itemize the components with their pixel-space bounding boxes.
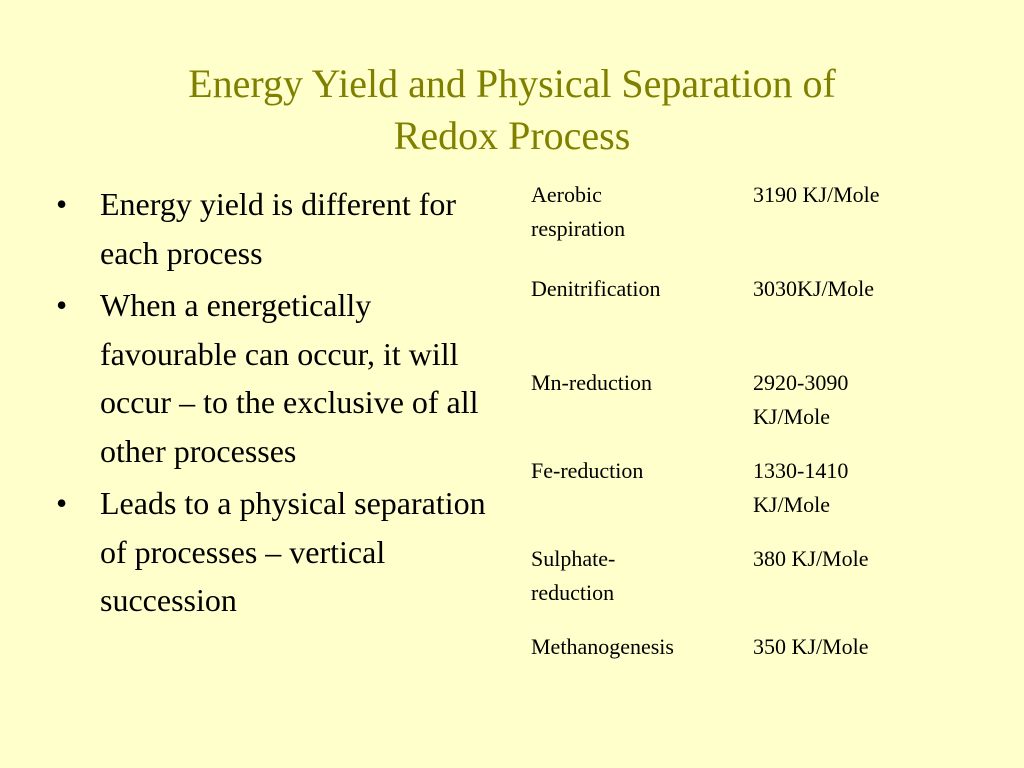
bullet-icon: • xyxy=(56,186,68,222)
value-line-1: 3030KJ/Mole xyxy=(753,276,874,301)
process-cell xyxy=(531,366,741,400)
process-line-1: Fe-reduction xyxy=(531,458,644,483)
process-line-2: reduction xyxy=(531,580,615,605)
slide-title-line-2: Redox Process xyxy=(393,113,631,158)
bullet-item xyxy=(56,281,506,475)
bullet-icon: • xyxy=(56,287,68,323)
process-cell xyxy=(531,454,741,488)
energy-value-cell xyxy=(753,272,953,306)
value-line-1: 3190 KJ/Mole xyxy=(753,182,880,207)
bullet-text: When a energetically favourable can occur, it will occur – to the exclusive of all other processes xyxy=(100,287,479,469)
value-line-1: 1330-1410 xyxy=(753,458,849,483)
bullet-list xyxy=(56,180,506,629)
process-cell xyxy=(531,178,741,246)
process-line-1: Aerobic xyxy=(531,182,602,207)
slide-title xyxy=(100,58,924,162)
bullet-item xyxy=(56,180,506,277)
process-line-1: Sulphate- xyxy=(531,546,616,571)
bullet-item xyxy=(56,479,506,625)
value-line-1: 380 KJ/Mole xyxy=(753,546,869,571)
process-line-1: Mn-reduction xyxy=(531,370,652,395)
process-line-1: Denitrification xyxy=(531,276,661,301)
bullet-text: Energy yield is different for each process xyxy=(100,186,457,271)
energy-value-cell xyxy=(753,366,953,434)
energy-value-cell xyxy=(753,454,953,522)
energy-value-cell xyxy=(753,542,953,576)
process-line-1: Methanogenesis xyxy=(531,634,674,659)
slide-title-line-1: Energy Yield and Physical Separation of xyxy=(188,61,836,106)
process-cell xyxy=(531,272,741,306)
energy-value-cell xyxy=(753,630,953,664)
bullet-icon: • xyxy=(56,485,68,521)
process-cell xyxy=(531,542,741,610)
value-line-1: 350 KJ/Mole xyxy=(753,634,869,659)
value-line-1: 2920-3090 xyxy=(753,370,849,395)
process-cell xyxy=(531,630,741,664)
process-line-2: respiration xyxy=(531,216,626,241)
energy-value-cell xyxy=(753,178,953,212)
bullet-text: Leads to a physical separation of processes – vertical succession xyxy=(100,485,486,618)
value-line-2: KJ/Mole xyxy=(753,404,830,429)
value-line-2: KJ/Mole xyxy=(753,492,830,517)
